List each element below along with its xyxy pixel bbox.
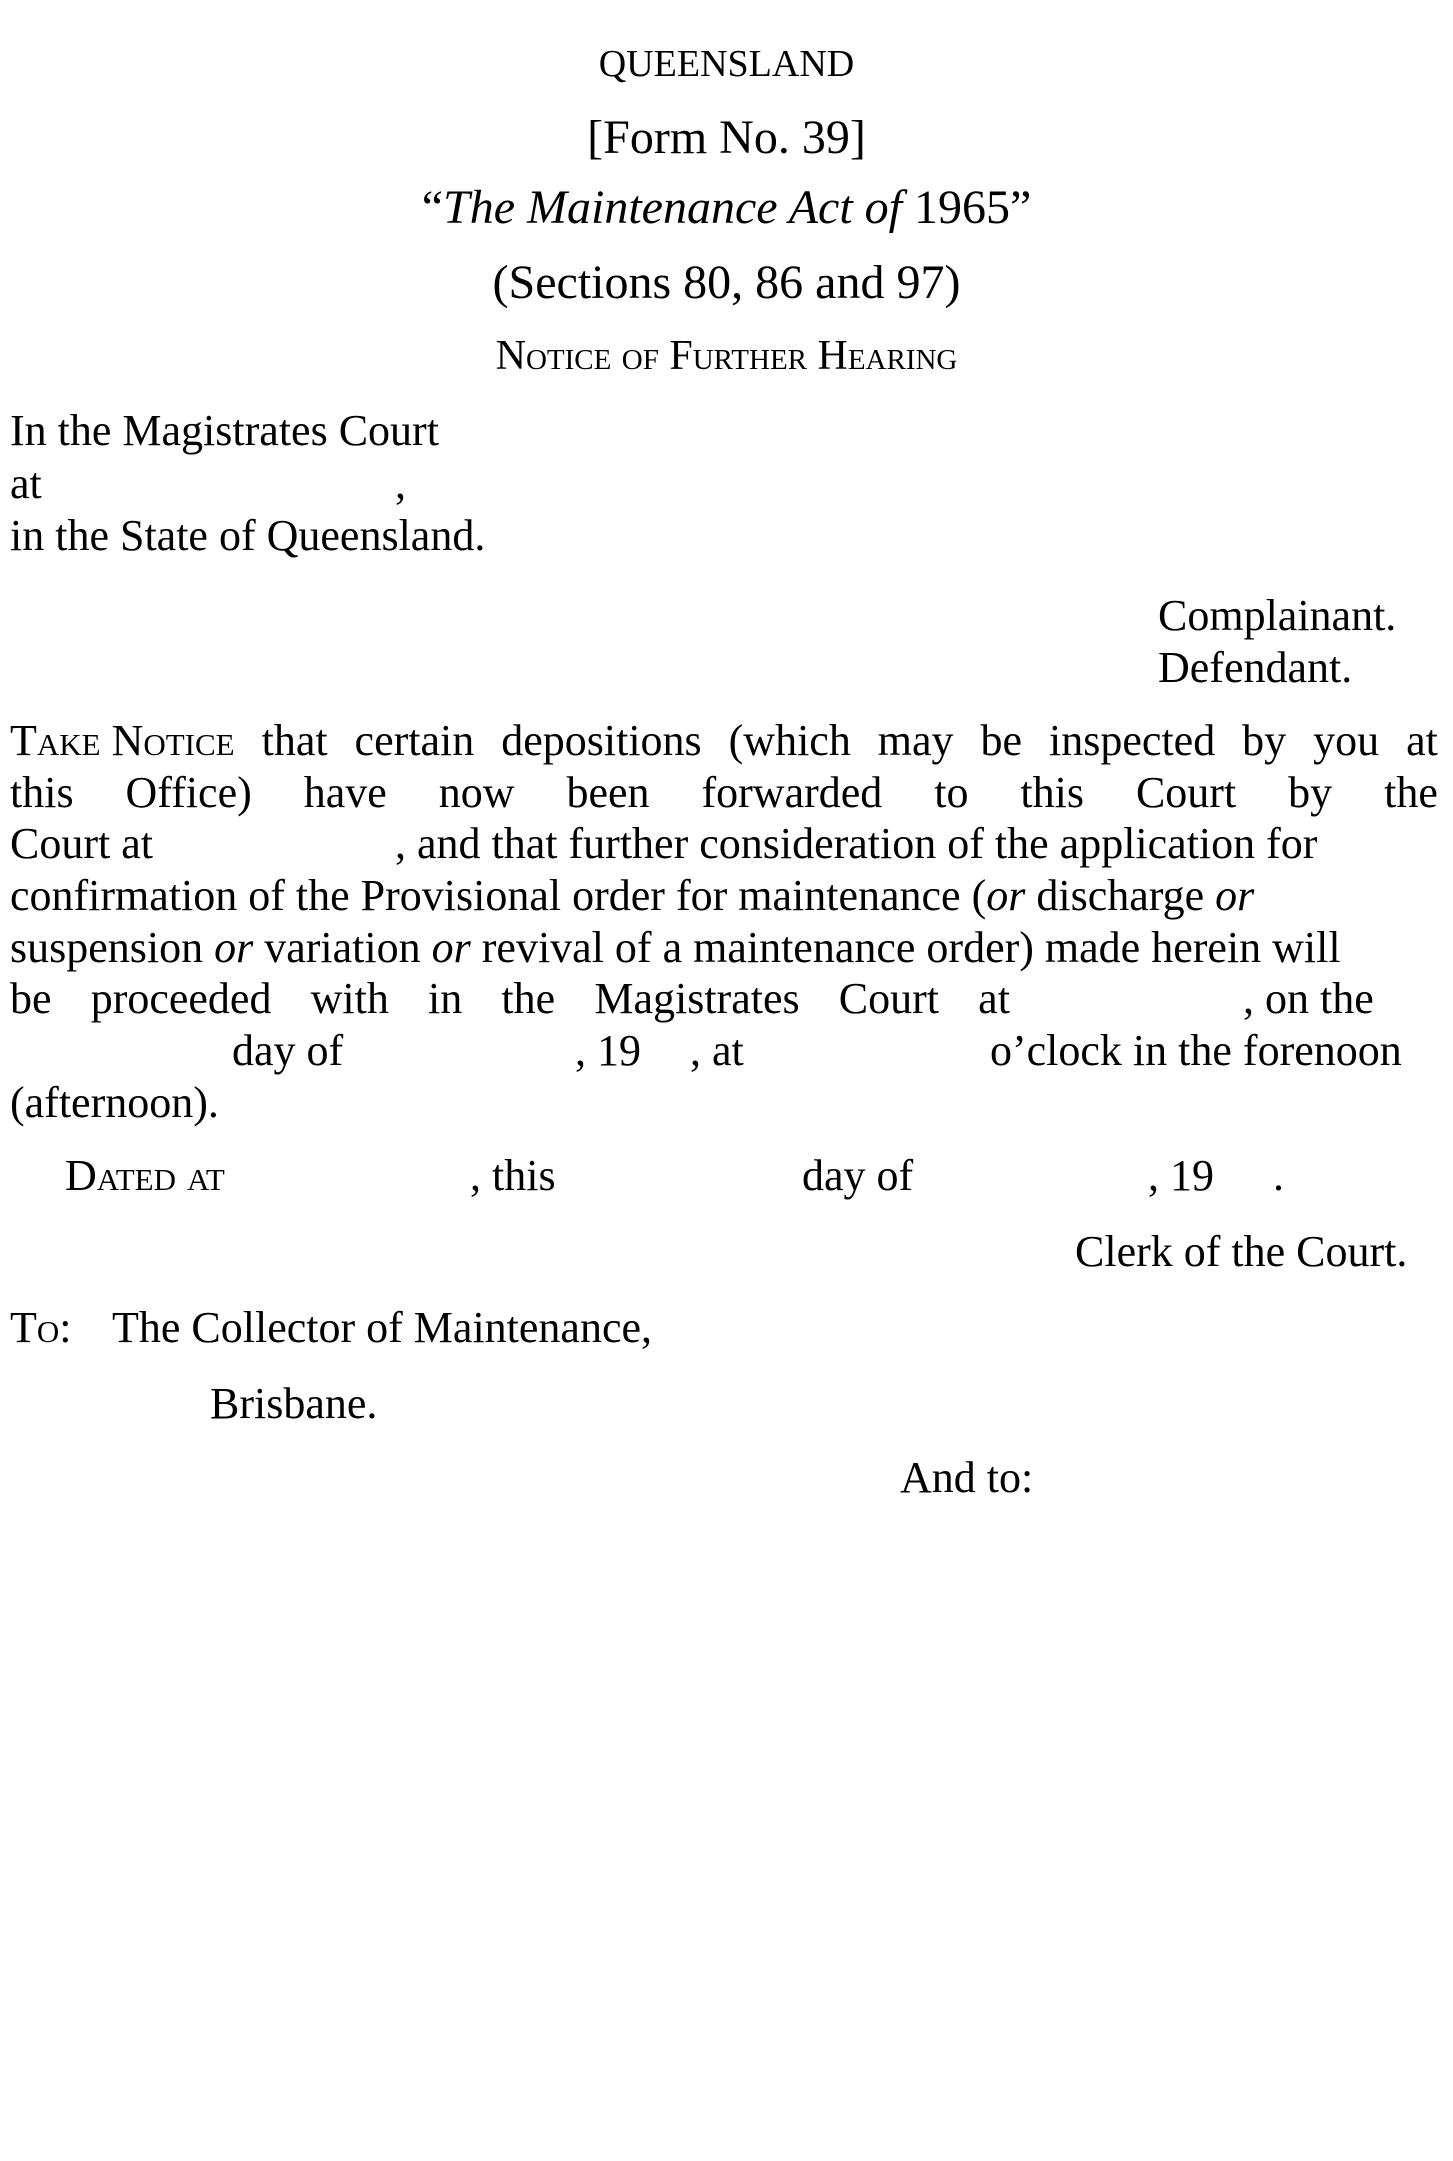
act-title-open-quote: “ <box>421 181 443 234</box>
dated-this: , this <box>470 1151 556 1200</box>
recipient-city: Brisbane. <box>210 1379 378 1428</box>
body-word: to <box>934 768 969 817</box>
body-word: (which <box>728 716 851 765</box>
court-line-1: In the Magistrates Court <box>10 406 439 455</box>
body-word: may <box>877 716 954 765</box>
body-word: the <box>1384 768 1438 817</box>
body-line-7-at: , at <box>690 1026 744 1075</box>
body-line-6-on-the: , on the <box>1243 974 1374 1023</box>
body-word: that <box>261 716 328 765</box>
court-line-2-comma: , <box>395 459 406 508</box>
act-title-italic: The Maintenance Act of <box>443 181 902 234</box>
body-word: been <box>566 768 650 817</box>
dated-dayof: day of <box>802 1151 914 1200</box>
body-word: in <box>428 974 463 1023</box>
body-text: discharge <box>1025 871 1216 920</box>
take-notice-word: Take Notice <box>10 716 235 765</box>
body-word: at <box>978 974 1010 1023</box>
body-line-7-dayof: day of <box>232 1026 344 1075</box>
body-line-2 <box>10 767 1438 818</box>
body-line-6 <box>10 973 1010 1024</box>
recipient-name: The Collector of Maintenance, <box>112 1303 653 1352</box>
body-word: now <box>438 768 515 817</box>
body-word: the <box>501 974 556 1023</box>
court-line-2: at <box>10 459 42 508</box>
body-word: Court <box>1135 768 1237 817</box>
body-word: Magistrates <box>594 974 800 1023</box>
body-text: suspension <box>10 923 215 972</box>
body-line-4 <box>10 870 1254 921</box>
body-or-italic: or <box>431 923 471 972</box>
body-line-1 <box>10 715 1438 766</box>
body-word: be <box>10 974 52 1023</box>
body-or-italic: or <box>1215 871 1255 920</box>
body-word: Office) <box>125 768 252 817</box>
body-word: by <box>1242 716 1287 765</box>
body-word: have <box>303 768 387 817</box>
complainant-label: Complainant. <box>1158 591 1397 640</box>
court-line-3: in the State of Queensland. <box>10 511 486 560</box>
clerk-of-court: Clerk of the Court. <box>1075 1227 1408 1276</box>
body-line-7-oclock: o’clock in the forenoon <box>990 1026 1402 1075</box>
body-word: depositions <box>501 716 702 765</box>
act-title <box>0 180 1453 236</box>
dated-19: , 19 <box>1148 1151 1214 1200</box>
body-word: this <box>10 768 74 817</box>
form-title: Notice of Further Hearing <box>495 333 958 379</box>
act-title-year: 1965” <box>902 181 1032 234</box>
body-line-3-b: , and that further consideration of the application for <box>395 819 1318 868</box>
body-word: certain <box>354 716 475 765</box>
body-text: confirmation of the Provisional order for maintenance ( <box>10 871 987 920</box>
body-word: at <box>1406 716 1438 765</box>
body-word: be <box>980 716 1023 765</box>
body-text: variation <box>253 923 432 972</box>
body-word: inspected <box>1049 716 1216 765</box>
and-to-label: And to: <box>900 1453 1034 1502</box>
to-label: To: <box>10 1303 72 1352</box>
body-line-7-19: , 19 <box>575 1026 641 1075</box>
body-word: Court <box>838 974 940 1023</box>
body-word: forwarded <box>701 768 883 817</box>
body-line-3-a: Court at <box>10 819 153 868</box>
body-text: revival of a maintenance order) made herein will <box>470 923 1341 972</box>
dated-period: . <box>1273 1151 1284 1200</box>
body-word: proceeded <box>90 974 272 1023</box>
body-word: this <box>1020 768 1084 817</box>
body-word: by <box>1288 768 1333 817</box>
body-word: with <box>310 974 389 1023</box>
form-number: [Form No. 39] <box>587 111 866 164</box>
defendant-label: Defendant. <box>1158 643 1353 692</box>
state-heading: QUEENSLAND <box>598 43 855 85</box>
body-or-italic: or <box>214 923 254 972</box>
body-line-8: (afternoon). <box>10 1078 219 1127</box>
body-or-italic: or <box>986 871 1026 920</box>
dated-label: Dated at <box>65 1151 225 1200</box>
body-word: you <box>1313 716 1380 765</box>
body-line-5 <box>10 922 1341 973</box>
sections-reference: (Sections 80, 86 and 97) <box>492 256 961 309</box>
